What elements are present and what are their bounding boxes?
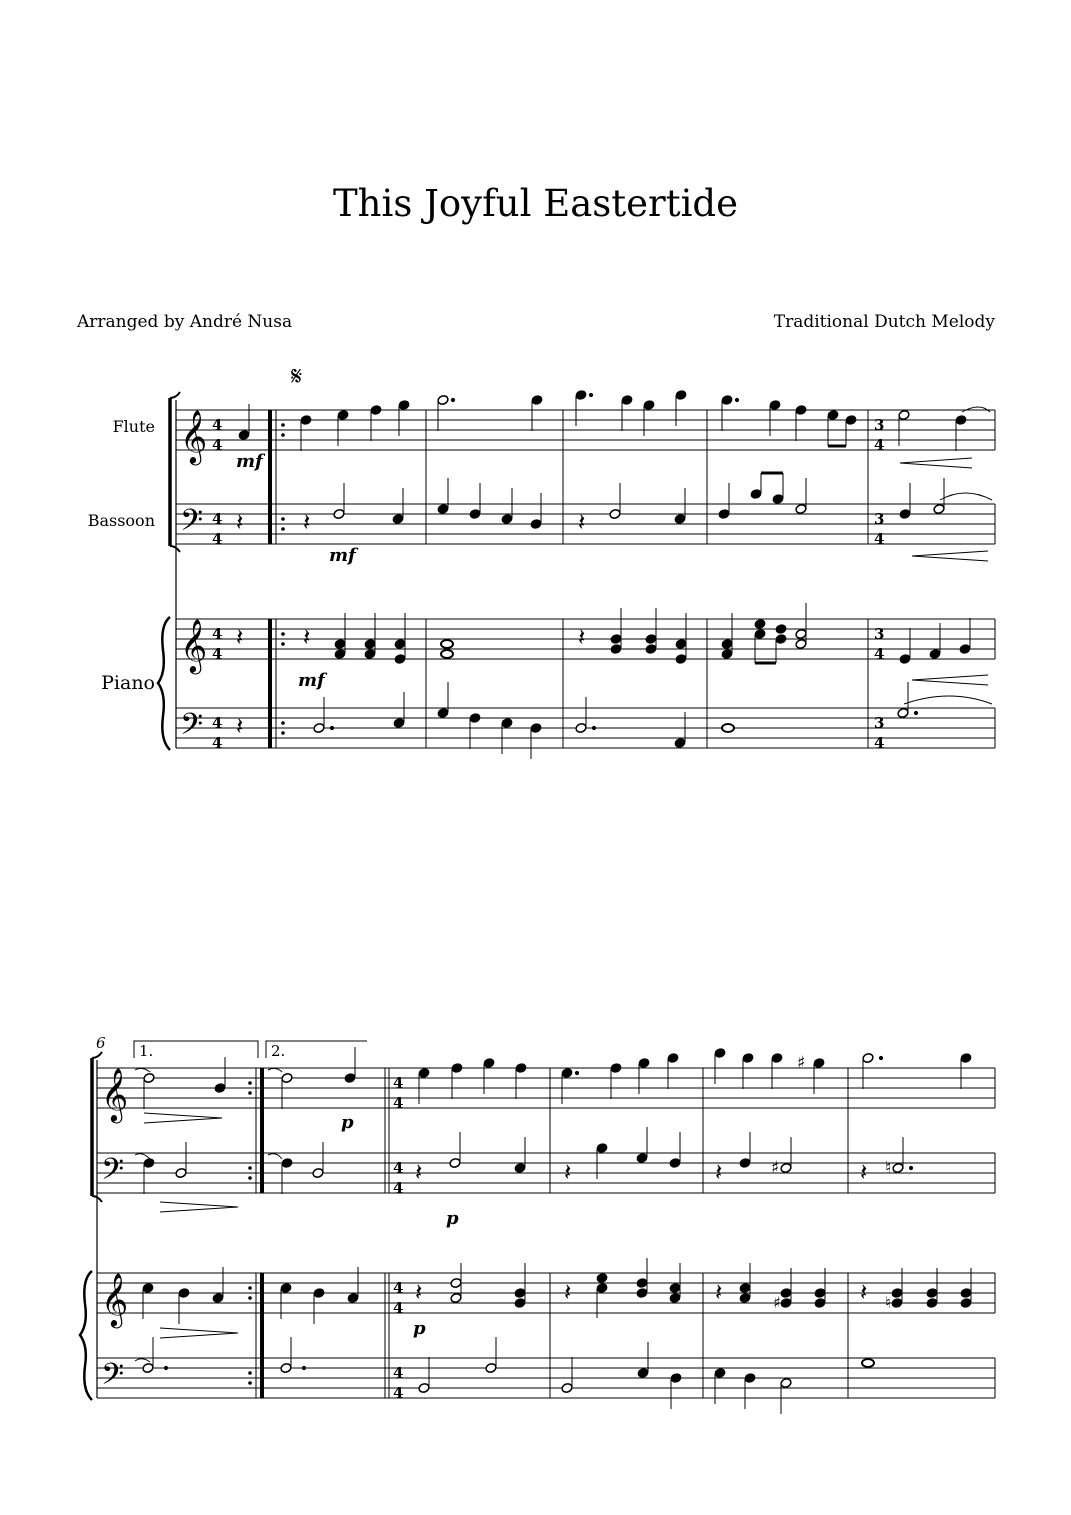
svg-text:4: 4 <box>212 530 223 548</box>
system-2 <box>80 1041 995 1400</box>
clefs-2 <box>101 1067 128 1399</box>
svg-text:3: 3 <box>874 714 885 732</box>
repeat-dots-2 <box>248 1081 252 1385</box>
quarter-rest-icon: 𝄽 <box>860 1158 868 1186</box>
bassoon-label: Bassoon <box>87 511 155 530</box>
svg-text:4: 4 <box>212 714 223 732</box>
svg-text:3: 3 <box>874 416 885 434</box>
dynamic-mf: mf <box>236 451 263 472</box>
svg-text:3: 3 <box>874 625 885 643</box>
piano-bass-notes-2 <box>135 1337 874 1414</box>
quarter-rest-icon: 𝄽 <box>860 1278 868 1306</box>
quarter-rest-icon: 𝄽 <box>236 623 244 651</box>
quarter-rest-icon: 𝄽 <box>415 1278 423 1306</box>
dynamic-p: p <box>341 1112 354 1133</box>
svg-text:4: 4 <box>212 734 223 752</box>
svg-text:4: 4 <box>212 510 223 528</box>
piano-label: Piano <box>101 672 155 694</box>
quarter-rest-icon: 𝄽 <box>564 1158 572 1186</box>
arranger-credit: Arranged by André Nusa <box>77 312 293 332</box>
bassoon-notes-2 <box>135 1127 913 1194</box>
svg-text:4: 4 <box>212 645 223 663</box>
svg-text:4: 4 <box>874 436 885 454</box>
quarter-rest-icon: 𝄽 <box>578 508 586 536</box>
flute-staff-2 <box>97 1068 995 1108</box>
natural-icon: ♮ <box>885 1293 891 1312</box>
dynamic-p: p <box>413 1318 426 1339</box>
svg-text:4: 4 <box>874 734 885 752</box>
composer-credit: Traditional Dutch Melody <box>773 312 995 332</box>
clefs-1 <box>180 409 207 749</box>
flute-label: Flute <box>112 417 155 436</box>
bassoon-staff-1 <box>176 504 995 544</box>
sharp-icon: ♯ <box>773 1293 781 1312</box>
bass-clef-icon: 𝄢 <box>101 1358 125 1399</box>
svg-text:3: 3 <box>874 510 885 528</box>
bass-clef-icon: 𝄢 <box>180 504 204 545</box>
quarter-rest-icon: 𝄽 <box>564 1278 572 1306</box>
repeat-dots-1 <box>281 423 285 735</box>
rests-1 <box>236 508 585 740</box>
svg-text:4: 4 <box>874 645 885 663</box>
svg-text:4: 4 <box>393 1364 404 1382</box>
segno-icon: 𝄋 <box>291 362 303 392</box>
quarter-rest-icon: 𝄽 <box>415 1158 423 1186</box>
timesig-bottom: 4 <box>212 436 223 454</box>
svg-text:4: 4 <box>393 1094 404 1112</box>
svg-text:4: 4 <box>393 1384 404 1402</box>
svg-text:4: 4 <box>393 1179 404 1197</box>
barlines-1 <box>270 410 995 748</box>
score-title: This Joyful Eastertide <box>332 182 738 225</box>
svg-text:4: 4 <box>393 1159 404 1177</box>
sharp-icon: ♯ <box>771 1158 780 1178</box>
flute-staff-1 <box>176 410 995 450</box>
treble-clef-icon: 𝄞 <box>101 1272 129 1326</box>
treble-clef-icon: 𝄞 <box>180 618 208 672</box>
svg-text:4: 4 <box>393 1074 404 1092</box>
svg-text:4: 4 <box>393 1279 404 1297</box>
quarter-rest-icon: 𝄽 <box>303 623 311 651</box>
svg-text:4: 4 <box>874 530 885 548</box>
bass-clef-icon: 𝄢 <box>180 708 204 749</box>
piano-bass-staff-2 <box>97 1358 995 1398</box>
measure-number: 6 <box>96 1034 106 1052</box>
volta-2-label: 2. <box>271 1042 286 1060</box>
natural-icon: ♮ <box>885 1158 892 1178</box>
timesig-top: 4 <box>212 416 223 434</box>
dynamic-mf: mf <box>298 670 325 691</box>
piano-bass-notes-1 <box>313 682 992 759</box>
piano-treble-staff-1 <box>176 619 995 659</box>
treble-clef-icon: 𝄞 <box>101 1067 129 1121</box>
svg-text:4: 4 <box>212 625 223 643</box>
quarter-rest-icon: 𝄽 <box>236 712 244 740</box>
dynamic-p: p <box>446 1208 459 1229</box>
volta-1-label: 1. <box>139 1042 154 1060</box>
quarter-rest-icon: 𝄽 <box>236 508 244 536</box>
quarter-rest-icon: 𝄽 <box>715 1158 723 1186</box>
treble-clef-icon: 𝄞 <box>180 409 208 463</box>
sharp-icon: ♯ <box>797 1053 806 1073</box>
bass-clef-icon: 𝄢 <box>101 1153 125 1194</box>
time-sigs-2 <box>393 1074 403 1402</box>
quarter-rest-icon: 𝄽 <box>578 623 586 651</box>
bassoon-notes-1 <box>333 473 992 529</box>
svg-text:4: 4 <box>393 1299 404 1317</box>
dynamic-mf: mf <box>329 545 356 566</box>
quarter-rest-icon: 𝄽 <box>303 508 311 536</box>
time-sigs-1 <box>212 416 884 752</box>
system-1 <box>158 392 995 750</box>
quarter-rest-icon: 𝄽 <box>715 1278 723 1306</box>
